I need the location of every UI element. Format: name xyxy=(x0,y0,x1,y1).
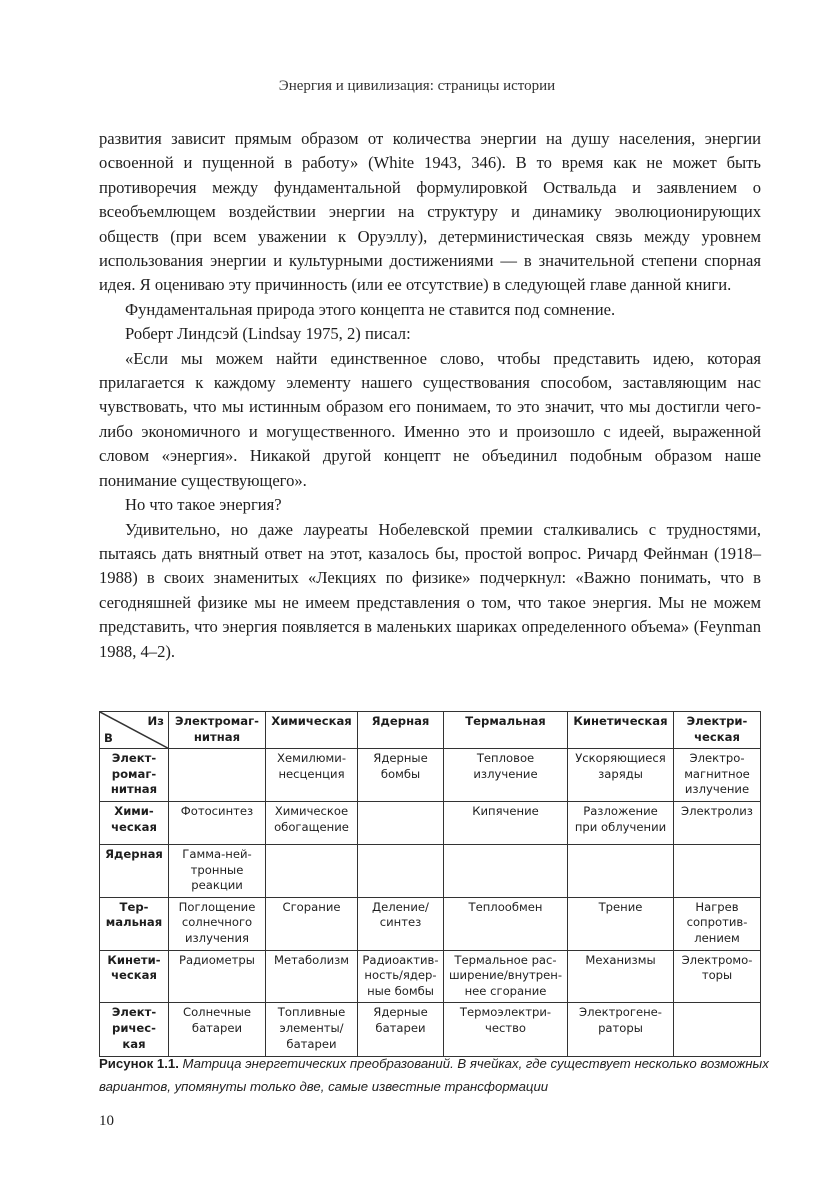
table-cell: Поглощение солнечного излучения xyxy=(169,897,266,950)
paragraph: Но что такое энергия? xyxy=(125,495,282,515)
table-row xyxy=(100,950,761,1003)
table-cell xyxy=(444,844,568,897)
table-cell: Механизмы xyxy=(568,950,674,1003)
row-header: Химическая xyxy=(100,801,169,844)
table-cell: Сгорание xyxy=(266,897,358,950)
table-cell: Электромагнитное излучение xyxy=(674,749,761,802)
corner-cell xyxy=(100,712,169,749)
energy-conversion-matrix xyxy=(99,711,761,1057)
row-header: Электрическая xyxy=(100,1003,169,1057)
row-header: Ядерная xyxy=(100,844,169,897)
corner-from-label: Из xyxy=(147,714,164,728)
table-cell: Солнечные батареи xyxy=(169,1003,266,1057)
column-header: Химическая xyxy=(266,712,358,749)
figure-caption xyxy=(99,1052,769,1098)
column-header: Термальная xyxy=(444,712,568,749)
table-cell: Деление/ синтез xyxy=(358,897,444,950)
table-cell: Электрогенераторы xyxy=(568,1003,674,1057)
table-cell: Гамма-нейтронные реакции xyxy=(169,844,266,897)
row-header: Кинетическая xyxy=(100,950,169,1003)
row-header: Электромагнитная xyxy=(100,749,169,802)
table-cell: Метаболизм xyxy=(266,950,358,1003)
paragraph: «Если мы можем найти единственное слово, чтобы представить идею, которая прилагается к каждому элементу нашего существования способом, заставляющим нас чувствовать, что мы истинным образом его понимаем, то это значит, что мы достигли чего-либо экономичного и могущественного. Именно это и произошло с идеей, выраженной словом «энергия». Никакой другой концепт не объединил подобным образом наше понимание существующего». xyxy=(99,348,761,490)
table-cell xyxy=(674,1003,761,1057)
table-cell xyxy=(358,844,444,897)
table-cell: Радиометры xyxy=(169,950,266,1003)
table-cell: Ядерные бомбы xyxy=(358,749,444,802)
paragraph: Удивительно, но даже лауреаты Нобелевской премии сталкивались с трудностями, пытаясь дать внятный ответ на этот, казалось бы, простой вопрос. Ричард Фейнман (1918–1988) в своих знаменитых «Лекциях по физике» подчеркнул: «Важно понимать, что в сегодняшней физике мы не имеем представления о том, что такое энергия. Мы не можем представить, что энергия появляется в маленьких шариках определенного объема» (Feynman 1988, 4–2). xyxy=(99,519,761,661)
body-text xyxy=(99,127,761,664)
table-cell: Электролиз xyxy=(674,801,761,844)
table-cell: Кипячение xyxy=(444,801,568,844)
header-row xyxy=(100,712,761,749)
corner-to-label: В xyxy=(104,730,113,745)
page-number: 10 xyxy=(99,1113,114,1129)
table-cell: Химическое обогащение xyxy=(266,801,358,844)
table-cell: Фотосинтез xyxy=(169,801,266,844)
running-head: Энергия и цивилизация: страницы истории xyxy=(278,78,556,94)
table-cell: Трение xyxy=(568,897,674,950)
table-row xyxy=(100,801,761,844)
table-row xyxy=(100,1003,761,1057)
table-cell: Ускоряющиеся заряды xyxy=(568,749,674,802)
table-cell: Теплообмен xyxy=(444,897,568,950)
row-header: Термальная xyxy=(100,897,169,950)
column-header: Электрическая xyxy=(674,712,761,749)
table-row xyxy=(100,844,761,897)
table-cell: Термоэлектричество xyxy=(444,1003,568,1057)
figure-caption-text: Матрица энергетических преобразований. В ячейках, где существует несколько возможных вариантов, упомянуты только две, самые известные трансформации xyxy=(99,1056,769,1094)
column-header: Ядерная xyxy=(358,712,444,749)
paragraph: Фундаментальная природа этого концепта не ставится под сомнение. xyxy=(125,299,616,319)
table-cell: Нагрев сопротивлением xyxy=(674,897,761,950)
table-cell xyxy=(169,749,266,802)
column-header: Электромагнитная xyxy=(169,712,266,749)
table-cell xyxy=(358,801,444,844)
table-row xyxy=(100,749,761,802)
table-cell: Разложение при облучении xyxy=(568,801,674,844)
figure-label: Рисунок 1.1. xyxy=(99,1056,179,1071)
table-cell: Термальное расширение/внутреннее сгорание xyxy=(444,950,568,1003)
table-cell xyxy=(568,844,674,897)
table-cell: Электромоторы xyxy=(674,950,761,1003)
table-row xyxy=(100,897,761,950)
table-cell xyxy=(674,844,761,897)
table-cell xyxy=(266,844,358,897)
table-cell: Топливные элементы/ батареи xyxy=(266,1003,358,1057)
column-header: Кинетическая xyxy=(568,712,674,749)
table-cell: Тепловое излучение xyxy=(444,749,568,802)
paragraph: Роберт Линдсэй (Lindsay 1975, 2) писал: xyxy=(125,324,411,344)
table-cell: Хемилюминесценция xyxy=(266,749,358,802)
paragraph: развития зависит прямым образом от количества энергии на душу населения, энергии освоенной и пущенной в работу» (White 1943, 346). В то время как не может быть противоречия между фундаментальной формулировкой Оствальда и заявлением о всеобъемлющем воздействии энергии на структуру и динамику эволюционирующих обществ (при всем уважении к Оруэллу), детерминистическая связь между уровнем использования энергии и культурными достижениями — в значительной степени спорная идея. Я оцениваю эту причинность (или ее отсутствие) в следующей главе данной книги. xyxy=(99,129,761,295)
table-cell: Ядерные батареи xyxy=(358,1003,444,1057)
table-cell: Радиоактивность/ядерные бомбы xyxy=(358,950,444,1003)
